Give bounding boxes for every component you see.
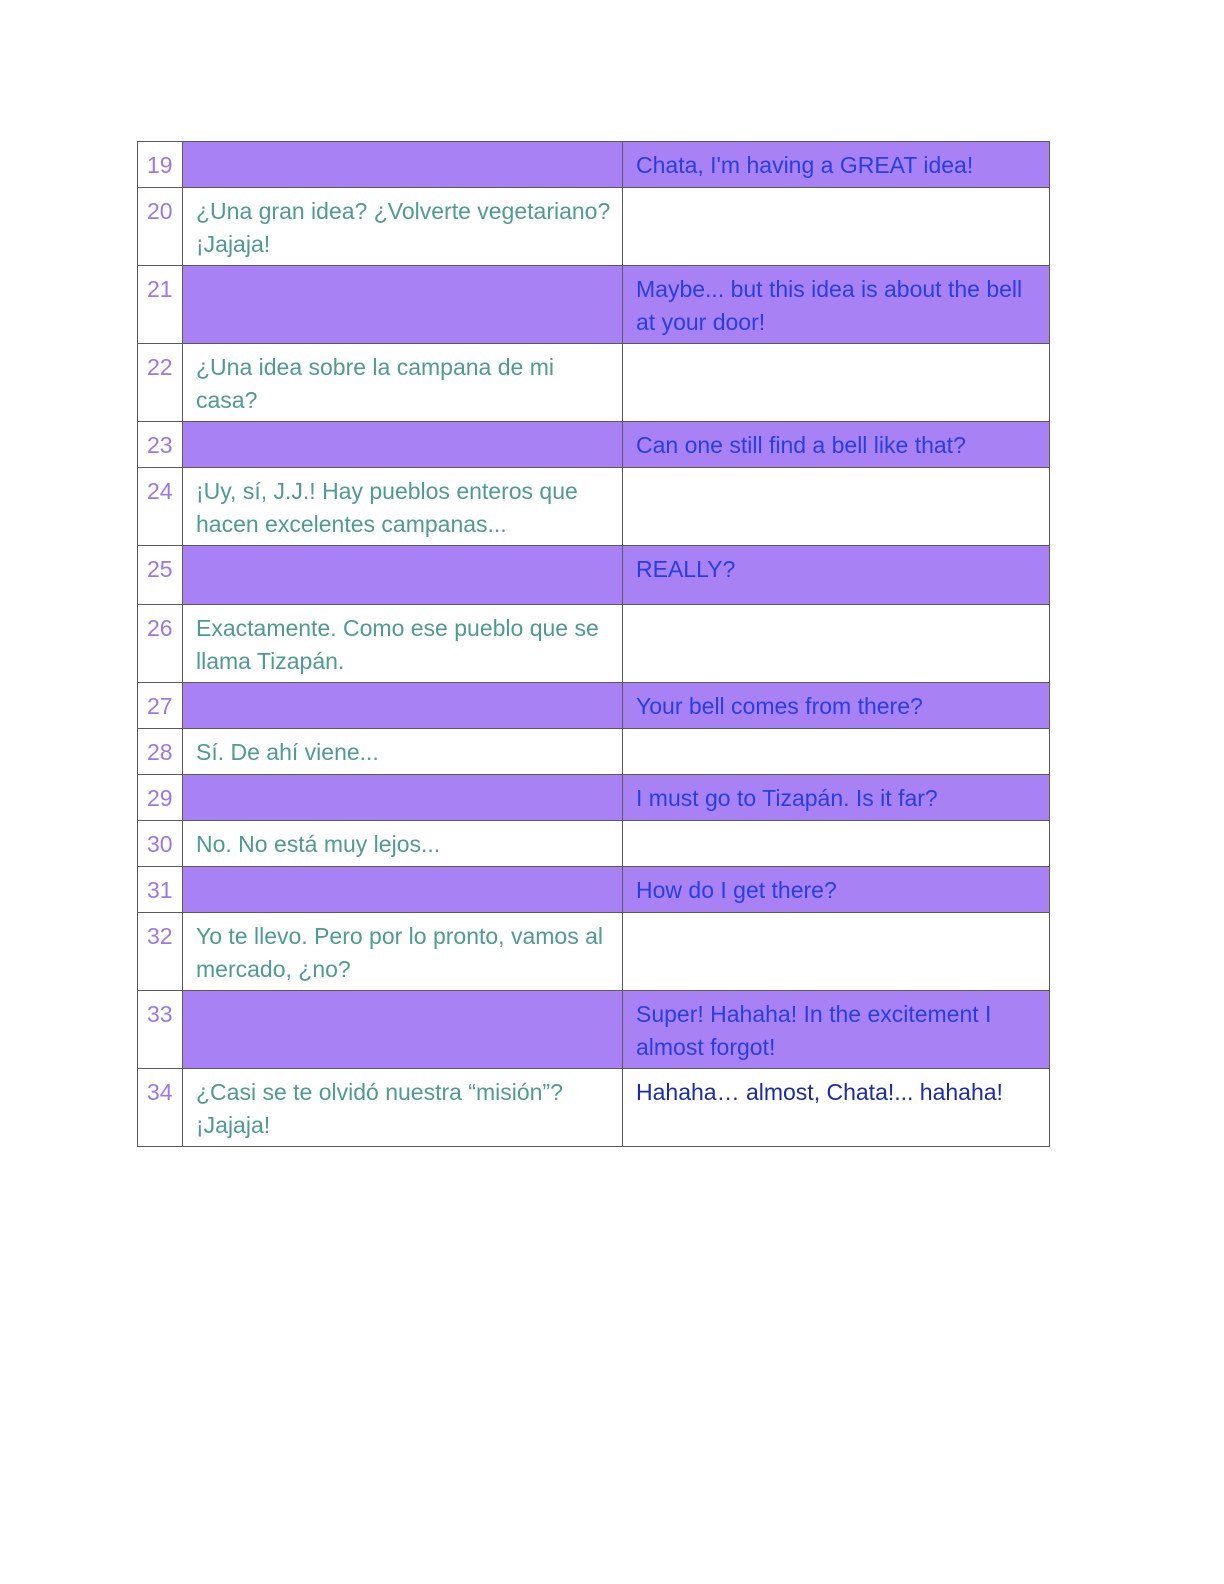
spanish-line — [183, 546, 623, 605]
spanish-line: Yo te llevo. Pero por lo pronto, vamos al mercado, ¿no? — [183, 913, 623, 991]
spanish-line: ¡Uy, sí, J.J.! Hay pueblos enteros que hacen excelentes campanas... — [183, 468, 623, 546]
spanish-line — [183, 266, 623, 344]
line-number: 31 — [138, 867, 183, 913]
table-row — [138, 266, 1050, 344]
english-line: Can one still find a bell like that? — [623, 422, 1050, 468]
dialogue-table — [137, 141, 1050, 1147]
english-line: I must go to Tizapán. Is it far? — [623, 775, 1050, 821]
spanish-line — [183, 683, 623, 729]
table-row — [138, 683, 1050, 729]
english-line — [623, 821, 1050, 867]
english-line: Chata, I'm having a GREAT idea! — [623, 142, 1050, 188]
table-row — [138, 1069, 1050, 1147]
table-row — [138, 775, 1050, 821]
english-line — [623, 729, 1050, 775]
english-line: REALLY? — [623, 546, 1050, 605]
english-line — [623, 188, 1050, 266]
english-line — [623, 468, 1050, 546]
english-line — [623, 344, 1050, 422]
line-number: 20 — [138, 188, 183, 266]
table-row — [138, 188, 1050, 266]
table-row — [138, 422, 1050, 468]
line-number: 27 — [138, 683, 183, 729]
line-number: 29 — [138, 775, 183, 821]
spanish-line: Exactamente. Como ese pueblo que se llama Tizapán. — [183, 605, 623, 683]
spanish-line — [183, 867, 623, 913]
line-number: 33 — [138, 991, 183, 1069]
english-line: Hahaha… almost, Chata!... hahaha! — [623, 1069, 1050, 1147]
english-line: Super! Hahaha! In the excitement I almost forgot! — [623, 991, 1050, 1069]
table-row — [138, 991, 1050, 1069]
spanish-line: ¿Casi se te olvidó nuestra “misión”? ¡Jajaja! — [183, 1069, 623, 1147]
english-line — [623, 605, 1050, 683]
line-number: 34 — [138, 1069, 183, 1147]
line-number: 19 — [138, 142, 183, 188]
line-number: 30 — [138, 821, 183, 867]
spanish-line — [183, 142, 623, 188]
line-number: 26 — [138, 605, 183, 683]
line-number: 25 — [138, 546, 183, 605]
spanish-line — [183, 422, 623, 468]
table-row — [138, 546, 1050, 605]
table-row — [138, 867, 1050, 913]
english-line: Your bell comes from there? — [623, 683, 1050, 729]
spanish-line: No. No está muy lejos... — [183, 821, 623, 867]
spanish-line: Sí. De ahí viene... — [183, 729, 623, 775]
spanish-line — [183, 991, 623, 1069]
table-row — [138, 468, 1050, 546]
line-number: 28 — [138, 729, 183, 775]
line-number: 32 — [138, 913, 183, 991]
line-number: 24 — [138, 468, 183, 546]
line-number: 22 — [138, 344, 183, 422]
table-row — [138, 344, 1050, 422]
english-line: Maybe... but this idea is about the bell at your door! — [623, 266, 1050, 344]
spanish-line — [183, 775, 623, 821]
table-row — [138, 605, 1050, 683]
spanish-line: ¿Una idea sobre la campana de mi casa? — [183, 344, 623, 422]
dialogue-table-body — [138, 142, 1050, 1147]
english-line: How do I get there? — [623, 867, 1050, 913]
english-line — [623, 913, 1050, 991]
line-number: 23 — [138, 422, 183, 468]
spanish-line: ¿Una gran idea? ¿Volverte vegetariano? ¡Jajaja! — [183, 188, 623, 266]
table-row — [138, 821, 1050, 867]
table-row — [138, 913, 1050, 991]
table-row — [138, 729, 1050, 775]
line-number: 21 — [138, 266, 183, 344]
table-row — [138, 142, 1050, 188]
